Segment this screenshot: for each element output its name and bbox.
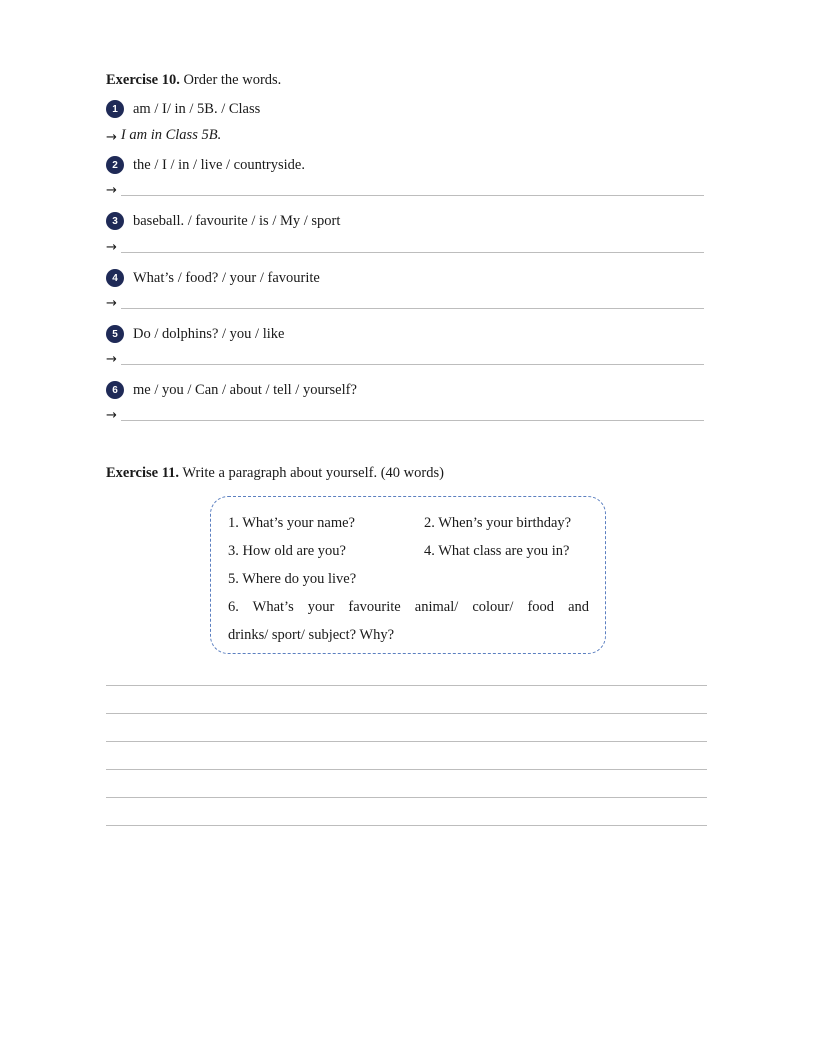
answer-line-3[interactable]	[106, 241, 704, 254]
exercise-11-title	[106, 465, 444, 482]
answer-line-6[interactable]	[106, 409, 704, 422]
writing-line[interactable]	[106, 825, 707, 826]
item-3-words: baseball. / favourite / is / My / sport	[133, 212, 341, 229]
number-badge-2: 2	[106, 156, 124, 174]
answer-line-2[interactable]	[106, 184, 704, 197]
exercise-10-title	[106, 72, 281, 89]
exercise-11-instruction: Write a paragraph about yourself. (40 words)	[179, 465, 444, 481]
writing-line[interactable]	[121, 419, 704, 421]
number-badge-5: 5	[106, 325, 124, 343]
writing-line[interactable]	[121, 194, 704, 196]
exercise-11-label: Exercise 11.	[106, 465, 180, 481]
question-6-line-1: 6. What’s your favourite animal/ colour/ food and	[228, 599, 589, 615]
exercise-10-item-4	[106, 269, 320, 287]
item-4-words: What’s / food? / your / favourite	[133, 269, 320, 286]
number-badge-6: 6	[106, 381, 124, 399]
writing-line[interactable]	[106, 713, 707, 714]
question-2: 2. When’s your birthday?	[424, 514, 572, 531]
exercise-10-item-1	[106, 100, 260, 118]
number-badge-1: 1	[106, 100, 124, 118]
question-6-line-2: drinks/ sport/ subject? Why?	[228, 627, 395, 643]
arrow-icon: →	[106, 408, 117, 423]
exercise-10-label: Exercise 10.	[106, 72, 180, 88]
question-3: 3. How old are you?	[228, 542, 346, 559]
arrow-icon: →	[106, 130, 117, 145]
exercise-10-instruction: Order the words.	[179, 72, 282, 88]
exercise-10-item-2	[106, 156, 305, 174]
model-answer: I am in Class 5B.	[120, 127, 222, 143]
arrow-icon: →	[106, 352, 117, 367]
question-1: 1. What’s your name?	[228, 514, 355, 531]
writing-line[interactable]	[121, 363, 704, 365]
number-badge-4: 4	[106, 269, 124, 287]
exercise-10-item-5	[106, 325, 284, 343]
model-answer-row	[106, 127, 704, 144]
question-4: 4. What class are you in?	[424, 542, 570, 559]
item-5-words: Do / dolphins? / you / like	[133, 325, 285, 342]
writing-line[interactable]	[121, 307, 704, 309]
exercise-10-item-3	[106, 212, 340, 230]
question-row-1	[228, 509, 589, 537]
writing-line[interactable]	[106, 769, 707, 770]
question-5: 5. Where do you live?	[228, 570, 357, 587]
writing-line[interactable]	[121, 251, 704, 253]
answer-line-4[interactable]	[106, 297, 704, 310]
writing-line[interactable]	[106, 797, 707, 798]
guiding-questions-box	[210, 496, 606, 654]
question-row-3	[228, 565, 589, 593]
item-6-words: me / you / Can / about / tell / yourself?	[133, 381, 357, 398]
answer-line-5[interactable]	[106, 353, 704, 366]
item-2-words: the / I / in / live / countryside.	[133, 156, 305, 173]
arrow-icon: →	[106, 183, 117, 198]
exercise-10-item-6	[106, 381, 357, 399]
writing-line[interactable]	[106, 741, 707, 742]
writing-line[interactable]	[106, 685, 707, 686]
question-row-2	[228, 537, 589, 565]
arrow-icon: →	[106, 296, 117, 311]
number-badge-3: 3	[106, 212, 124, 230]
arrow-icon: →	[106, 240, 117, 255]
item-1-words: am / I/ in / 5B. / Class	[133, 100, 261, 117]
